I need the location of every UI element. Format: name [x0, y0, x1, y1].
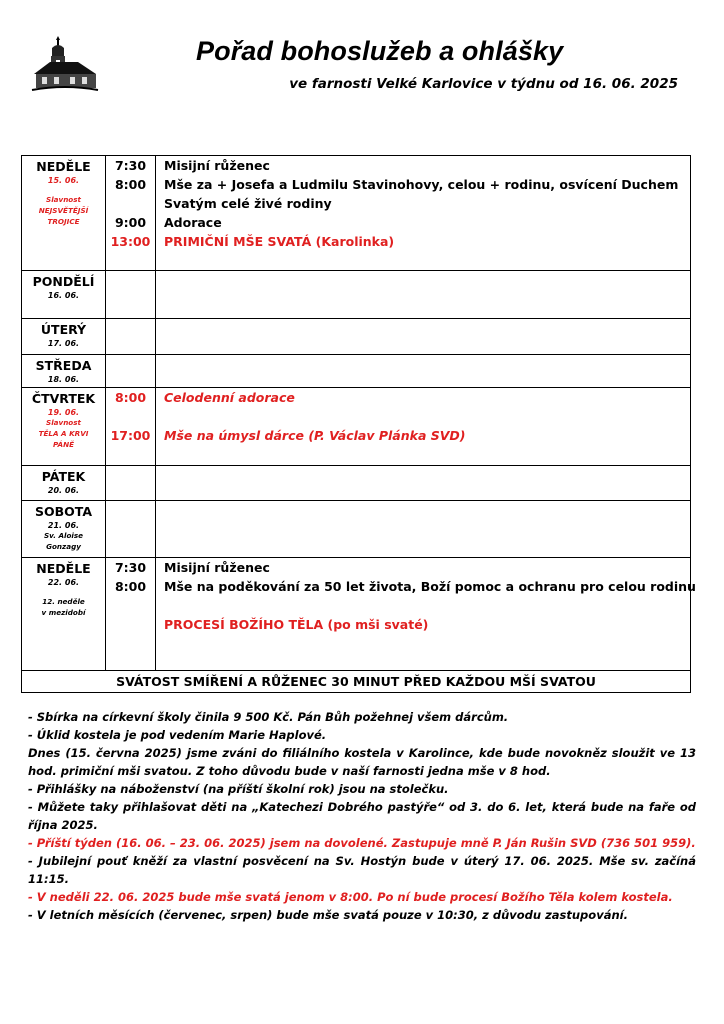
time-cell: [106, 319, 156, 355]
table-row: [22, 671, 691, 693]
time-value: 8:00: [114, 177, 147, 192]
day-note: 12. neděle: [42, 597, 85, 606]
announcement-item: - Můžete taky přihlašovat děti na „Katechezi Dobrého pastýře“ od 3. do 6. let, která bude na faře od října 2025.: [28, 800, 696, 832]
service-text: Mše na poděkování za 50 let života, Boží pomoc a ochranu pro celou rodinu: [164, 579, 696, 594]
announcements: [28, 708, 696, 924]
day-date: 20. 06.: [47, 486, 80, 495]
day-cell: [22, 319, 106, 355]
table-row: [22, 466, 691, 501]
service-text: Celodenní adorace: [164, 390, 295, 405]
day-cell: [22, 355, 106, 388]
time-value: 9:00: [114, 215, 147, 230]
day-name: ČTVRTEK: [31, 391, 96, 406]
service-cell: [156, 355, 691, 388]
time-value: [106, 194, 155, 213]
day-cell: [22, 501, 106, 558]
announcement-item: - Sbírka na církevní školy činila 9 500 Kč. Pán Bůh požehnej všem dárcům.: [28, 710, 509, 724]
time-cell: [106, 558, 156, 671]
day-name: STŘEDA: [35, 358, 92, 373]
day-cell: [22, 558, 106, 671]
day-note: PÁNĚ: [52, 440, 75, 449]
time-value: 7:30: [114, 158, 147, 173]
table-row: [22, 271, 691, 319]
service-text: Svatým celé živé rodiny: [164, 196, 332, 211]
time-value: 17:00: [110, 428, 151, 443]
page-subtitle: ve farnosti Velké Karlovice v týdnu od 16. 06. 2025: [289, 76, 678, 92]
announcement-item: - V neděli 22. 06. 2025 bude mše svatá jenom v 8:00. Po ní bude procesí Božího Těla kolem kostela.: [28, 890, 673, 904]
day-date: 21. 06.: [47, 521, 80, 530]
day-cell: [22, 156, 106, 271]
day-note: TROJICE: [47, 217, 80, 226]
service-text: Adorace: [164, 215, 222, 230]
service-cell: [156, 319, 691, 355]
service-cell: [156, 156, 691, 271]
day-note: TĚLA A KRVI: [38, 429, 89, 438]
table-row: [22, 558, 691, 671]
time-value: 8:00: [114, 390, 147, 405]
time-cell: [106, 156, 156, 271]
day-note: Slavnost: [46, 418, 81, 427]
day-name: PONDĚLÍ: [32, 274, 95, 289]
day-date: 17. 06.: [47, 339, 80, 348]
time-value: 13:00: [110, 234, 151, 249]
service-text: PROCESÍ BOŽÍHO TĚLA (po mši svaté): [164, 617, 429, 632]
day-name: NEDĚLE: [36, 159, 91, 174]
table-row: [22, 319, 691, 355]
confession-note: SVÁTOST SMÍŘENÍ A RŮŽENEC 30 MINUT PŘED KAŽDOU MŠÍ SVATOU: [22, 671, 691, 693]
table-row: [22, 355, 691, 388]
time-value: 7:30: [114, 560, 147, 575]
time-cell: [106, 271, 156, 319]
table-row: [22, 156, 691, 271]
day-name: NEDĚLE: [36, 561, 91, 576]
day-name: PÁTEK: [41, 469, 86, 484]
service-text: PRIMIČNÍ MŠE SVATÁ (Karolinka): [164, 234, 395, 249]
schedule-table: [21, 155, 696, 693]
service-cell: [156, 271, 691, 319]
service-cell: [156, 466, 691, 501]
time-cell: [106, 466, 156, 501]
announcement-item: - V letních měsících (červenec, srpen) bude mše svatá pouze v 10:30, z důvodu zastupování.: [28, 908, 628, 922]
table-row: [22, 501, 691, 558]
table-row: [22, 388, 691, 466]
service-text: Misijní růženec: [164, 158, 270, 173]
time-cell: [106, 501, 156, 558]
day-note: v mezidobí: [41, 608, 86, 617]
time-value: 8:00: [114, 579, 147, 594]
day-date: 22. 06.: [47, 578, 80, 587]
announcement-item: - Jubilejní pouť kněží za vlastní posvěcení na Sv. Hostýn bude v úterý 17. 06. 2025. Mše sv. začíná 11:15.: [28, 854, 696, 886]
day-date: 16. 06.: [47, 291, 80, 300]
day-note: NEJSVĚTĚJŠÍ: [38, 206, 89, 215]
day-cell: [22, 466, 106, 501]
page-title: Pořad bohoslužeb a ohlášky: [196, 36, 564, 66]
day-name: ÚTERÝ: [40, 322, 87, 337]
service-text: Mše na úmysl dárce (P. Václav Plánka SVD): [164, 428, 466, 443]
church-logo-icon: [30, 34, 100, 92]
service-cell: [156, 388, 691, 466]
announcement-item: Dnes (15. června 2025) jsme zváni do filiálního kostela v Karolince, kde bude novokněz sloužit ve 13 hod. primiční mši svatou. Z toho důvodu bude v naší farnosti jedna mše v 8 hod.: [28, 746, 696, 778]
day-date: 15. 06.: [47, 176, 80, 185]
time-cell: [106, 355, 156, 388]
day-cell: [22, 388, 106, 466]
announcement-item: - Příští týden (16. 06. – 23. 06. 2025) jsem na dovolené. Zastupuje mně P. Ján Rušin SVD (736 501 959).: [28, 836, 696, 850]
day-name: SOBOTA: [34, 504, 92, 519]
day-note: Slavnost: [46, 195, 81, 204]
day-date: 18. 06.: [47, 375, 80, 384]
announcement-item: - Úklid kostela je pod vedením Marie Haplové.: [28, 728, 327, 742]
announcement-item: - Přihlášky na náboženství (na příští školní rok) jsou na stolečku.: [28, 782, 449, 796]
day-date: 19. 06.: [47, 408, 80, 417]
service-cell: [156, 558, 696, 671]
service-text: Misijní růženec: [164, 560, 270, 575]
day-cell: [22, 271, 106, 319]
time-cell: [106, 388, 156, 466]
day-note: Gonzagy: [46, 542, 81, 551]
service-cell: [156, 501, 691, 558]
day-note: Sv. Aloise: [43, 531, 84, 540]
service-text: Mše za + Josefa a Ludmilu Stavinohovy, celou + rodinu, osvícení Duchem: [164, 177, 679, 192]
